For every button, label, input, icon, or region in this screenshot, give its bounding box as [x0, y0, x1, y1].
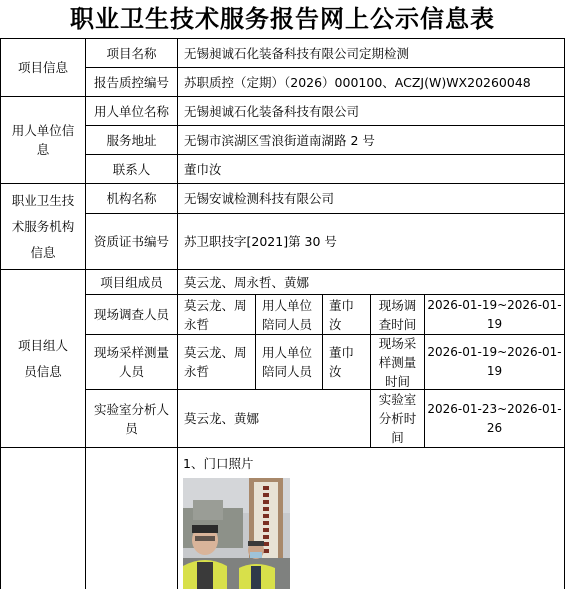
employer-name-value: 无锡昶诚石化装备科技有限公司: [177, 96, 565, 125]
sampling-escort-value: 董巾汝: [322, 334, 370, 389]
survey-time-value: 2026-01-19~2026-01-19: [424, 294, 565, 334]
page-title: 职业卫生技术服务报告网上公示信息表: [70, 5, 495, 33]
entrance-photo: [183, 478, 290, 589]
project-name-label: 项目名称: [85, 38, 177, 67]
survey-staff-label: 现场调查人员: [85, 294, 177, 334]
cert-number-value: 苏卫职技字[2021]第 30 号: [177, 213, 565, 269]
lab-staff-value: 莫云龙、黄娜: [177, 389, 370, 447]
contact-label: 联系人: [85, 154, 177, 183]
section-agency: 职业卫生技术服务机构信息: [0, 183, 85, 269]
report-number-label: 报告质控编号: [85, 67, 177, 96]
photo-row-spacer-cell: [85, 447, 177, 589]
report-number-value: 苏职质控（定期）（2026）000100、ACZJ(W)WX20260048: [177, 67, 565, 96]
project-name-value: 无锡昶诚石化装备科技有限公司定期检测: [177, 38, 565, 67]
sampling-staff-label: 现场采样测量人员: [85, 334, 177, 389]
survey-escort-value: 董巾汝: [322, 294, 370, 334]
survey-escort-label: 用人单位陪同人员: [255, 294, 322, 334]
survey-time-label: 现场调查时间: [370, 294, 424, 334]
service-address-label: 服务地址: [85, 125, 177, 154]
sampling-time-value: 2026-01-19~2026-01-19: [424, 334, 565, 389]
lab-time-label: 实验室分析时间: [370, 389, 424, 447]
cert-number-label: 资质证书编号: [85, 213, 177, 269]
sampling-staff-value: 莫云龙、周永哲: [177, 334, 255, 389]
section-employer: 用人单位信息: [0, 96, 85, 183]
sampling-time-label: 现场采样测量时间: [370, 334, 424, 389]
photo-row-label-cell: [0, 447, 85, 589]
photo-caption: 1、门口照片: [183, 456, 254, 471]
team-members-value: 莫云龙、周永哲、黄娜: [177, 269, 565, 294]
team-members-label: 项目组成员: [85, 269, 177, 294]
section-project: 项目信息: [0, 38, 85, 96]
employer-name-label: 用人单位名称: [85, 96, 177, 125]
section-team: 项目组人员信息: [0, 269, 85, 447]
contact-value: 董巾汝: [177, 154, 565, 183]
sampling-escort-label: 用人单位陪同人员: [255, 334, 322, 389]
agency-name-label: 机构名称: [85, 183, 177, 213]
lab-staff-label: 实验室分析人员: [85, 389, 177, 447]
service-address-value: 无锡市滨湖区雪浪街道南湖路 2 号: [177, 125, 565, 154]
agency-name-value: 无锡安诚检测科技有限公司: [177, 183, 565, 213]
survey-staff-value: 莫云龙、周永哲: [177, 294, 255, 334]
lab-time-value: 2026-01-23~2026-01-26: [424, 389, 565, 447]
